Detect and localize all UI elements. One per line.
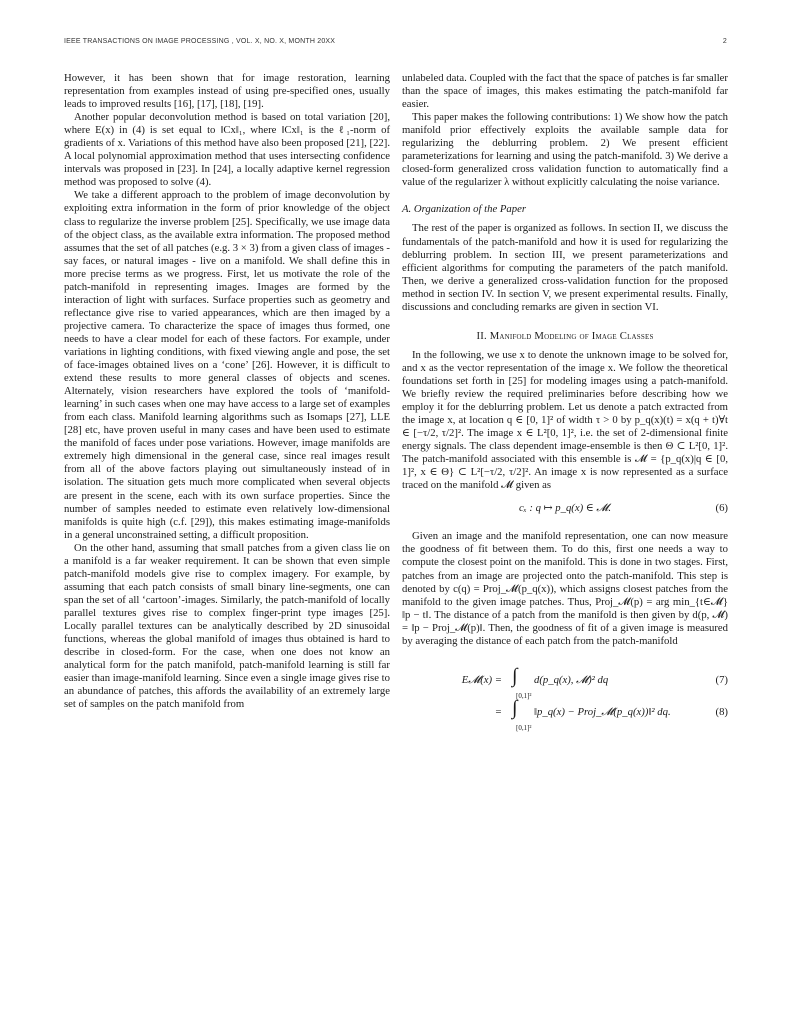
equation-7-number: (7) xyxy=(715,673,728,686)
section-title xyxy=(402,330,728,343)
equation-8 xyxy=(402,696,728,732)
integral-domain: [0,1]² xyxy=(516,691,532,700)
equation-7-lhs: E𝓜(x) = xyxy=(461,673,502,686)
left-column xyxy=(64,72,390,711)
paragraph: We take a different approach to the problem of image deconvolution by exploiting extra information in the form of prior knowledge of the object class to regularize the inverse problem [25]. Specifically, we use image data of the object class, as the available extra information. The proposed method assumes that the set of all patches (e.g. 3 × 3) from a given class of images - say faces, or natural images - live on a manifold. We shall define this in more precise terms as we progress. First, let us motivate the role of the patch-manifold in representing images. Images are formed by the interaction of light with surfaces. Surface properties such as geometry and reflectance give rise to varied appearances, which are then imaged by a projective camera. To characterize the space of images thus formed, one needs to have a clear model for each of these factors. For example, under variations in lighting conditions, with fixed viewing angle and pose, the set of face-images obtained lives on a ‘cone’ [26]. However, it is difficult to extend these results to more general classes of objects and scenes. Alternately, vision researchers have explored the tools of ‘manifold-learning’ in such cases when one may have access to a large set of examples from each class. Manifold learning algorithms such as Isomaps [27], LLE [28] etc, have proven useful in many cases and have been used to estimate the manifold of faces under pose variations. However, image manifolds are extremely high dimensional in the general case, since real images result from all of the above factors playing out simultaneously instead of in isolation. The situation gets much more complicated when several objects are present in the scene, each with its own surface properties. Since the number of samples needed to estimate even relatively low-dimensional manifolds is quite high (c.f. [29]), this makes estimating image-manifolds in a general unconstrained setting, a difficult proposition. xyxy=(64,189,390,541)
integral-icon: ∫ xyxy=(512,696,518,719)
right-column xyxy=(402,72,728,734)
paragraph: In the following, we use x to denote the unknown image to be solved for, and x as the vector representation of the image x. We follow the theoretical foundations set forth in [25] for modeling images using a patch-manifold. We briefly review the required preliminaries before describing how we employ it for the deblurring problem. Let us denote a patch extracted from the image x, at location q ∈ [0, 1]² of width τ > 0 by p_q(x)(t) = x(q + t)∀t ∈ [−τ/2, τ/2]². The image x ∈ L²[0, 1]², i.e. the set of 2-dimensional finite energy signals. The class dependent image-ensemble is then Θ ⊂ L²[0, 1]². The patch-manifold associated with this ensemble is 𝓜 = {p_q(x)|q ∈ [0, 1]², x ∈ Θ} ⊂ L²[−τ/2, τ/2]². An image x is now represented as a surface traced on the manifold 𝓜 given as xyxy=(402,348,728,492)
paragraph: This paper makes the following contributions: 1) We show how the patch manifold prior effectively exploits the available sample data for regularizing the deblurring problem. 2) We present efficient parameterizations for learning and using the patch-manifold. 3) We derive a closed-form generalized cross validation function to automatically find a value of the regularizer λ without explicitly calculating the noise variance. xyxy=(402,111,728,189)
paragraph: However, it has been shown that for image restoration, learning representation from examples instead of using pre-specified ones, usually leads to improved results [16], [17], [18], [19]. xyxy=(64,72,390,111)
journal-title: IEEE TRANSACTIONS ON IMAGE PROCESSING , VOL. X, NO. X, MONTH 20XX xyxy=(64,38,336,45)
paragraph: unlabeled data. Coupled with the fact that the space of patches is far smaller than the space of images, this makes estimating the patch-manifold far easier. xyxy=(402,72,728,111)
page-header xyxy=(64,38,727,50)
equation-6-body: cₓ : q ↦ p_q(x) ∈ 𝓜. xyxy=(518,502,612,515)
equation-6 xyxy=(402,502,728,520)
equation-7 xyxy=(402,664,728,700)
equation-8-rhs: ‖p_q(x) − Proj_𝓜(p_q(x))‖² dq. xyxy=(534,705,671,718)
equation-6-number: (6) xyxy=(715,502,728,515)
integral-icon: ∫ xyxy=(512,664,518,687)
paragraph: Given an image and the manifold representation, one can now measure the goodness of fit between them. To do this, first one needs a way to compute the closest point on the manifold. This is done in two stages. First, patches from an image are projected onto the patch-manifold. This step is denoted by c(q) = Proj_𝓜(p_q(x)), which assigns closest patches from the manifold to the given image patches. Thus, Proj_𝓜(p) = arg min_{t∈𝓜} ‖p − t‖. The distance of a patch from the manifold is then given by d(p, 𝓜) = ‖p − Proj_𝓜(p)‖. Then, the goodness of fit of a given image is measured by averaging the distance of each patch from the patch-manifold xyxy=(402,530,728,647)
section-title-text: II. Manifold Modeling of Image Classes xyxy=(476,329,654,342)
subsection-title: A. Organization of the Paper xyxy=(402,203,526,216)
integral-domain: [0,1]² xyxy=(516,723,532,732)
paragraph: Another popular deconvolution method is based on total variation [20], where E(x) in (4) is set equal to ‖Cx‖₁, where ‖Cx‖₁ is the ℓ₁-norm of gradients of x. Variations of this method have also been proposed [21], [22]. A local polynomial approximation method that uses intersecting confidence intervals was proposed in [23]. In [24], a locally adaptive kernel regression method was proposed to solve (4). xyxy=(64,111,390,189)
page-number: 2 xyxy=(722,38,727,45)
equations-7-8 xyxy=(402,664,728,732)
equation-8-number: (8) xyxy=(715,705,728,718)
paragraph: On the other hand, assuming that small patches from a given class lie on a manifold is a far weaker requirement. It can be shown that even simple patch-manifold models give rise to complex imagery. For example, by assuming that each patch consists of small binary line-segments, one can span the set of all ‘cartoon’-images. Similarly, the patch-manifold of locally parallel textures gives rise to complex finger-print type images [25]. Locally parallel textures can be analytically described by 2D sinusoidal functions, whereas the global manifold of images thus obtained is hard to describe in closed-form. For the case, when one does not know an analytical form for the patch manifold, patch-manifold learning is still far easier than image-manifold learning. Since even a single image gives rise to an abundance of patches, this affords the availability of an extremely large set of samples on the patch manifold from xyxy=(64,541,390,711)
paragraph: The rest of the paper is organized as follows. In section II, we discuss the fundamentals of the patch-manifold and how it is used for regularizing the deblurring problem. In section III, we present parameterizations and efficient algorithms for computing the parameters of the patch manifold. Then, we derive a generalized cross-validation function for the proposed method in section IV. In section V, we present experimental results. Finally, discussions and concluding remarks are given in section VI. xyxy=(402,222,728,313)
equation-7-rhs: d(p_q(x), 𝓜)² dq xyxy=(534,673,609,686)
equation-8-lhs: = xyxy=(494,705,502,718)
